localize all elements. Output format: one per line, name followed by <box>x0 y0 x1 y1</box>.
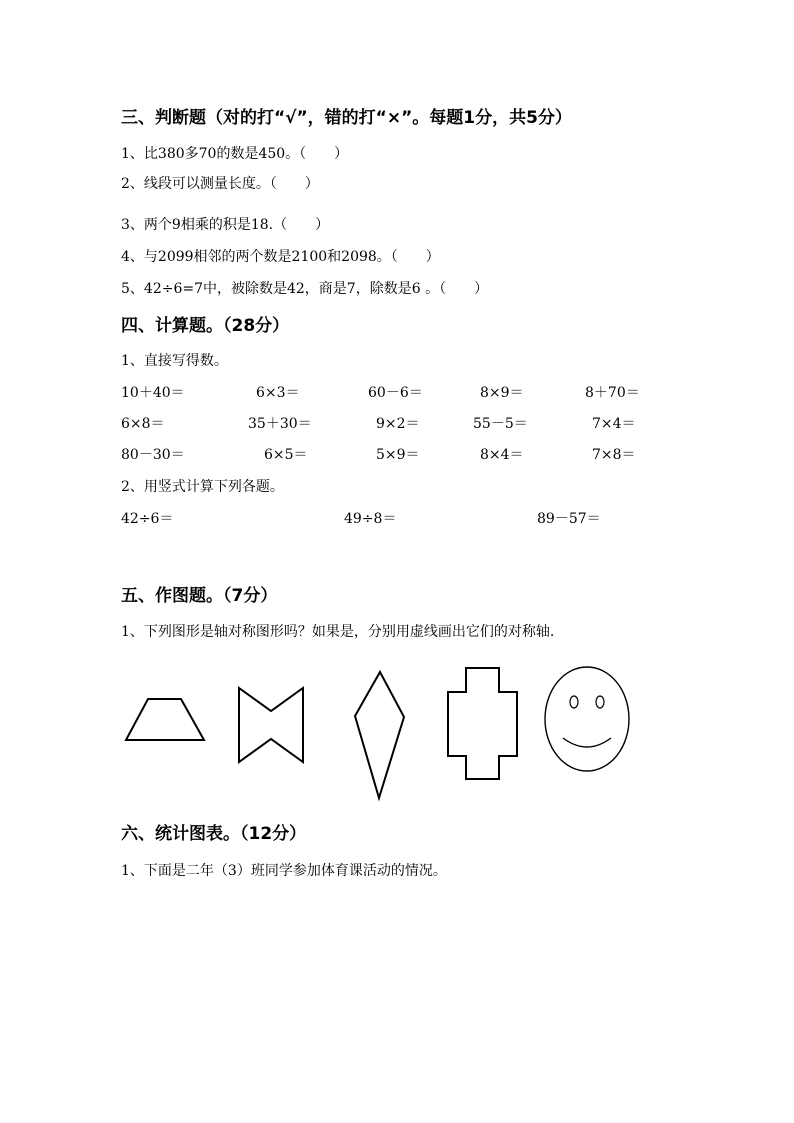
calc-r3-c3: 5×9＝ <box>376 447 420 463</box>
calc-r1-c2: 6×3＝ <box>256 385 300 401</box>
section5-heading: 五、作图题。（7分） <box>121 586 278 606</box>
calc-r3-c5: 7×8＝ <box>592 447 636 463</box>
section6-heading: 六、统计图表。（12分） <box>121 824 307 844</box>
bowtie-shape[interactable] <box>239 688 303 762</box>
trapezoid-shape[interactable] <box>126 699 204 740</box>
calc-r3-c4: 8×4＝ <box>480 447 524 463</box>
vertical-calc-1: 42÷6＝ <box>121 511 174 527</box>
judgment-item-5: 5、42÷6=7中，被除数是42，商是7，除数是6 。（ ） <box>121 281 489 297</box>
vertical-calc-3: 89－57＝ <box>537 511 601 527</box>
calc-r2-c1: 6×8＝ <box>121 416 165 432</box>
calc-r1-c4: 8×9＝ <box>480 385 524 401</box>
right-eye <box>596 696 604 708</box>
calc-r3-c2: 6×5＝ <box>264 447 308 463</box>
judgment-item-3: 3、两个9相乘的积是18.（ ） <box>121 217 330 233</box>
calc-r2-c4: 55－5＝ <box>473 416 528 432</box>
cross-shape[interactable] <box>448 668 517 779</box>
judgment-item-1: 1、比380多70的数是450。（ ） <box>121 146 349 162</box>
calc-r3-c1: 80－30＝ <box>121 447 185 463</box>
smiley-face-shape[interactable] <box>545 667 629 771</box>
statistics-instruction: 1、下面是二年（3）班同学参加体育课活动的情况。 <box>121 863 447 879</box>
oral-calc-instruction: 1、直接写得数。 <box>121 353 228 369</box>
judgment-item-2: 2、线段可以测量长度。（ ） <box>121 176 319 192</box>
kite-shape[interactable] <box>355 672 404 798</box>
calc-r1-c3: 60－6＝ <box>368 385 423 401</box>
vertical-calc-instruction: 2、用竖式计算下列各题。 <box>121 479 284 495</box>
left-eye <box>570 696 578 708</box>
calc-r1-c5: 8＋70＝ <box>585 385 640 401</box>
judgment-item-4: 4、与2099相邻的两个数是2100和2098。（ ） <box>121 249 440 265</box>
calc-r1-c1: 10＋40＝ <box>121 385 185 401</box>
calc-r2-c3: 9×2＝ <box>376 416 420 432</box>
vertical-calc-2: 49÷8＝ <box>344 511 397 527</box>
smile-mouth <box>563 738 611 747</box>
section3-heading: 三、判断题（对的打“√”，错的打“×”。每题1分，共5分） <box>121 108 572 128</box>
calc-r2-c2: 35＋30＝ <box>248 416 312 432</box>
drawing-instruction: 1、下列图形是轴对称图形吗？如果是，分别用虚线画出它们的对称轴. <box>121 624 555 640</box>
calc-r2-c5: 7×4＝ <box>592 416 636 432</box>
section4-heading: 四、计算题。（28分） <box>121 316 290 336</box>
